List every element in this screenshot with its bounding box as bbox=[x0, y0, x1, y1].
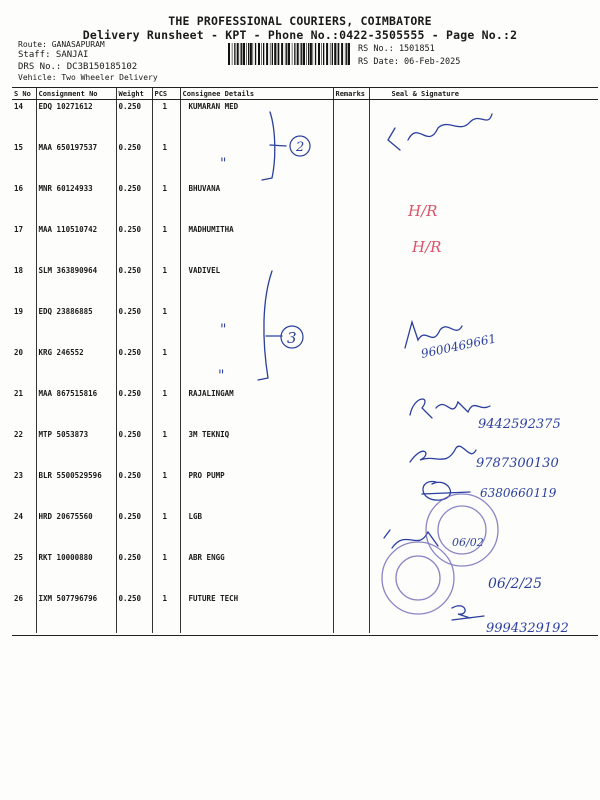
col-weight: Weight bbox=[116, 88, 152, 100]
row-consignment-no: IXM 507796796 bbox=[36, 592, 116, 633]
row-pcs: 1 bbox=[152, 387, 180, 428]
hr-mark-16: H/R bbox=[408, 202, 438, 220]
row-seal-signature bbox=[369, 141, 598, 182]
rs-number: RS No.: 1501851 bbox=[358, 44, 435, 54]
handwritten-phone-19: 9600469661 bbox=[419, 331, 498, 361]
row-consignment-no: MNR 60124933 bbox=[36, 182, 116, 223]
row-pcs: 1 bbox=[152, 141, 180, 182]
handwritten-date-25: 06/2/25 bbox=[488, 576, 542, 592]
hr-mark-17: H/R bbox=[412, 238, 442, 256]
row-consignment-no: MAA 650197537 bbox=[36, 141, 116, 182]
runsheet-subtitle: Delivery Runsheet - KPT - Phone No.:0422-3505555 - Page No.:2 bbox=[82, 28, 518, 42]
row-consignment-no: MAA 110510742 bbox=[36, 223, 116, 264]
company-title: THE PROFESSIONAL COURIERS, COIMBATORE bbox=[168, 14, 432, 28]
table-row bbox=[12, 346, 598, 387]
table-row bbox=[12, 510, 598, 551]
row-pcs: 1 bbox=[152, 551, 180, 592]
row-seal-signature bbox=[369, 182, 598, 223]
row-weight: 0.250 bbox=[116, 346, 152, 387]
row-remarks bbox=[333, 551, 369, 592]
table-row bbox=[12, 592, 598, 633]
row-consignee: 3M TEKNIQ bbox=[180, 428, 333, 469]
table-row bbox=[12, 305, 598, 346]
col-consignment: Consignment No bbox=[36, 88, 116, 100]
row-sno: 18 bbox=[14, 266, 24, 275]
table-row bbox=[12, 100, 598, 142]
runsheet-table bbox=[12, 87, 598, 635]
row-seal-signature bbox=[369, 346, 598, 387]
row-weight: 0.250 bbox=[116, 469, 152, 510]
row-seal-signature bbox=[369, 469, 598, 510]
rs-date: RS Date: 06-Feb-2025 bbox=[358, 57, 461, 67]
table-row bbox=[12, 387, 598, 428]
row-consignment-no: SLM 363890964 bbox=[36, 264, 116, 305]
row-remarks bbox=[333, 305, 369, 346]
row-pcs: 1 bbox=[152, 469, 180, 510]
col-seal-signature: Seal & Signature bbox=[369, 88, 598, 100]
row-consignment-no: EDQ 10271612 bbox=[36, 100, 116, 142]
barcode bbox=[228, 43, 350, 65]
row-pcs: 1 bbox=[152, 100, 180, 142]
table-row bbox=[12, 264, 598, 305]
row-sno: 26 bbox=[14, 594, 24, 603]
row-consignment-no: EDQ 23886885 bbox=[36, 305, 116, 346]
circled-count-2: 2 bbox=[296, 140, 305, 155]
row-seal-signature bbox=[369, 100, 598, 142]
staff-label: Staff: SANJAI bbox=[18, 50, 89, 60]
table-bottom-border bbox=[12, 635, 598, 636]
row-sno: 22 bbox=[14, 430, 24, 439]
row-sno: 25 bbox=[14, 553, 24, 562]
row-consignee bbox=[180, 305, 333, 346]
row-remarks bbox=[333, 346, 369, 387]
row-consignee: KUMARAN MED bbox=[180, 100, 333, 142]
handwritten-phone-22: 9787300130 bbox=[476, 456, 559, 471]
row-consignee: PRO PUMP bbox=[180, 469, 333, 510]
row-weight: 0.250 bbox=[116, 305, 152, 346]
table-row bbox=[12, 223, 598, 264]
col-consignee: Consignee Details bbox=[180, 88, 333, 100]
circled-count-3: 3 bbox=[287, 329, 297, 347]
row-sno: 16 bbox=[14, 184, 24, 193]
row-consignment-no: KRG 246552 bbox=[36, 346, 116, 387]
row-seal-signature bbox=[369, 264, 598, 305]
row-seal-signature bbox=[369, 428, 598, 469]
row-seal-signature bbox=[369, 387, 598, 428]
table-row bbox=[12, 141, 598, 182]
row-consignee bbox=[180, 141, 333, 182]
row-pcs: 1 bbox=[152, 346, 180, 387]
handwritten-date-24: 06/02 bbox=[452, 536, 484, 549]
row-consignment-no: HRD 20675560 bbox=[36, 510, 116, 551]
row-sno: 17 bbox=[14, 225, 24, 234]
row-consignee: RAJALINGAM bbox=[180, 387, 333, 428]
row-consignee bbox=[180, 346, 333, 387]
handwritten-phone-23: 6380660119 bbox=[480, 486, 557, 500]
ditto-mark-15: " bbox=[220, 156, 227, 172]
row-pcs: 1 bbox=[152, 305, 180, 346]
row-sno: 15 bbox=[14, 143, 24, 152]
row-sno: 19 bbox=[14, 307, 24, 316]
row-remarks bbox=[333, 223, 369, 264]
row-remarks bbox=[333, 469, 369, 510]
row-weight: 0.250 bbox=[116, 141, 152, 182]
row-sno: 20 bbox=[14, 348, 24, 357]
row-consignment-no: MTP 5053873 bbox=[36, 428, 116, 469]
col-remarks: Remarks bbox=[333, 88, 369, 100]
row-consignment-no: RKT 10000880 bbox=[36, 551, 116, 592]
row-seal-signature bbox=[369, 223, 598, 264]
row-weight: 0.250 bbox=[116, 387, 152, 428]
handwritten-phone-26: 9994329192 bbox=[486, 621, 569, 636]
row-weight: 0.250 bbox=[116, 510, 152, 551]
row-consignee: BHUVANA bbox=[180, 182, 333, 223]
row-consignee: FUTURE TECH bbox=[180, 592, 333, 633]
drs-label: DRS No.: DC3B150185102 bbox=[18, 62, 138, 72]
row-remarks bbox=[333, 592, 369, 633]
table-row bbox=[12, 551, 598, 592]
row-remarks bbox=[333, 141, 369, 182]
row-remarks bbox=[333, 428, 369, 469]
row-consignment-no: BLR 5500529596 bbox=[36, 469, 116, 510]
route-label: Route: GANASAPURAM bbox=[18, 40, 105, 49]
row-weight: 0.250 bbox=[116, 100, 152, 142]
row-weight: 0.250 bbox=[116, 264, 152, 305]
row-consignment-no: MAA 867515816 bbox=[36, 387, 116, 428]
row-remarks bbox=[333, 100, 369, 142]
row-consignee: LGB bbox=[180, 510, 333, 551]
row-pcs: 1 bbox=[152, 592, 180, 633]
col-pcs: PCS bbox=[152, 88, 180, 100]
row-remarks bbox=[333, 510, 369, 551]
ditto-mark-19: " bbox=[220, 322, 227, 338]
table-row bbox=[12, 428, 598, 469]
table-header-row bbox=[12, 88, 598, 100]
vehicle-label: Vehicle: Two Wheeler Delivery bbox=[18, 73, 158, 82]
row-remarks bbox=[333, 264, 369, 305]
row-consignee: VADIVEL bbox=[180, 264, 333, 305]
row-pcs: 1 bbox=[152, 510, 180, 551]
row-pcs: 1 bbox=[152, 182, 180, 223]
table-row bbox=[12, 182, 598, 223]
row-weight: 0.250 bbox=[116, 551, 152, 592]
row-consignee: MADHUMITHA bbox=[180, 223, 333, 264]
row-weight: 0.250 bbox=[116, 182, 152, 223]
row-pcs: 1 bbox=[152, 223, 180, 264]
handwritten-phone-21: 9442592375 bbox=[478, 417, 561, 432]
row-remarks bbox=[333, 387, 369, 428]
table-row bbox=[12, 469, 598, 510]
col-sno: S No bbox=[12, 88, 36, 100]
ditto-mark-20: " bbox=[218, 368, 225, 384]
row-weight: 0.250 bbox=[116, 223, 152, 264]
row-weight: 0.250 bbox=[116, 428, 152, 469]
row-sno: 14 bbox=[14, 102, 24, 111]
row-seal-signature bbox=[369, 305, 598, 346]
row-pcs: 1 bbox=[152, 264, 180, 305]
row-remarks bbox=[333, 182, 369, 223]
row-sno: 23 bbox=[14, 471, 24, 480]
row-seal-signature bbox=[369, 551, 598, 592]
row-sno: 21 bbox=[14, 389, 24, 398]
row-consignee: ABR ENGG bbox=[180, 551, 333, 592]
row-pcs: 1 bbox=[152, 428, 180, 469]
row-weight: 0.250 bbox=[116, 592, 152, 633]
row-seal-signature bbox=[369, 510, 598, 551]
row-seal-signature bbox=[369, 592, 598, 633]
row-sno: 24 bbox=[14, 512, 24, 521]
